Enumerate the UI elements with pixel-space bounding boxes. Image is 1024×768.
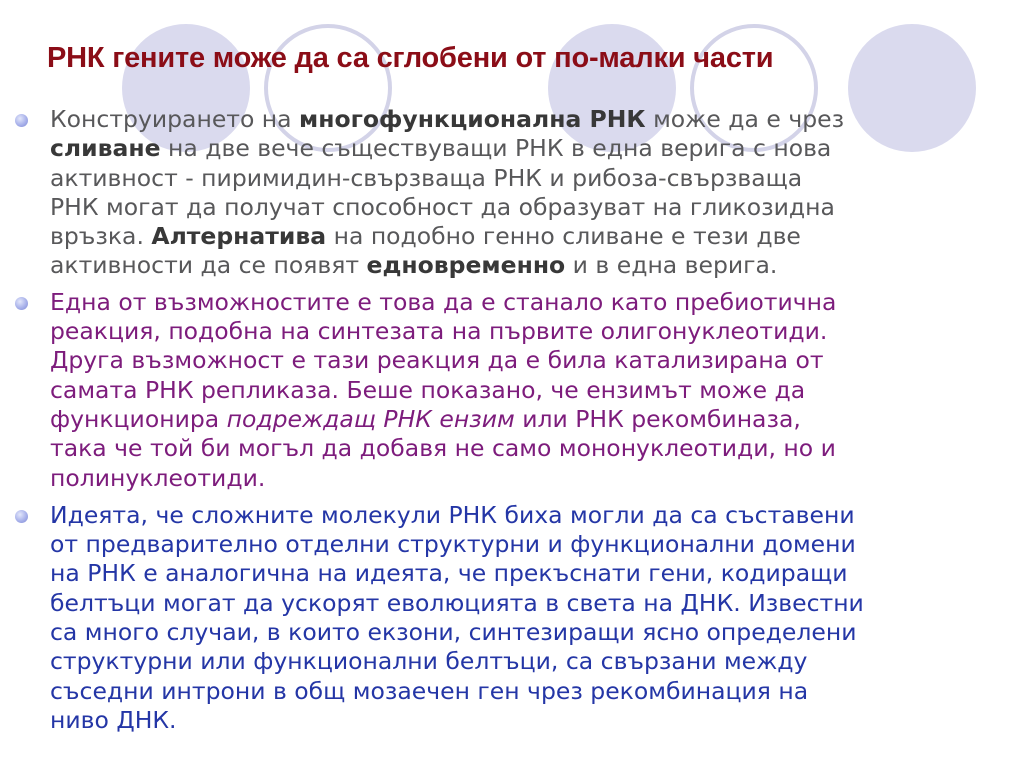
slide-content [0,105,1024,735]
text-run: Идеята, че сложните молекули РНК биха могли да са съставени [50,500,855,529]
text-run: ниво ДНК. [50,705,177,734]
text-run: РНК могат да получат способност да образуват на гликозидна [50,192,835,221]
bullet-dot-icon [15,114,28,127]
paragraph-text-2 [50,288,1024,493]
text-run: Една от възможностите е това да е станало като пребиотична [50,287,837,316]
paragraph-text-3 [50,501,1024,735]
bullet-dot-icon [15,510,28,523]
text-run: самата РНК репликаза. Беше показано, че ензимът може да [50,375,806,404]
bold-term: сливане [50,134,161,163]
text-run: са много случаи, в които екзони, синтезиращи ясно определени [50,618,857,647]
text-run: функционира [50,404,227,433]
italic-term: подреждащ РНК ензим [226,404,515,433]
bold-term: Алтернатива [151,222,327,251]
text-run: реакция, подобна на синтезата на първите олигонуклеотиди. [50,317,828,346]
bullet-dot-icon [15,297,28,310]
text-run: активности да се появят [50,251,367,280]
text-run: връзка. [50,222,152,251]
text-run: Конструирането на [50,105,300,133]
text-run: съседни интрони в общ мозаечен ген чрез рекомбинация на [50,676,809,705]
bullet-paragraph-1 [0,105,1024,281]
text-run: Друга възможност е тази реакция да е била катализирана от [50,346,824,375]
text-run: на две вече съществуващи РНК в една верига с нова [160,134,832,163]
text-run: белтъци могат да ускорят еволюцията в света на ДНК. Известни [50,588,864,617]
paragraph-text-1 [50,105,1024,281]
text-run: или РНК рекомбиназа, [514,404,801,433]
text-run: активност - пиримидин-свързваща РНК и рибоза-свързваща [50,163,803,192]
text-run: и в една верига. [565,251,778,280]
bullet-paragraph-3 [0,501,1024,735]
text-run: структурни или функционални белтъци, са свързани между [50,647,808,676]
text-run: на подобно генно сливане е тези две [326,222,801,251]
bullet-paragraph-2 [0,288,1024,493]
text-run: на РНК е аналогична на идеята, че прекъснати гени, кодиращи [50,559,848,588]
text-run: полинуклеотиди. [50,463,266,492]
bold-term: многофункционална РНК [299,105,646,133]
text-run: така че той би могъл да добавя не само мононуклеотиди, но и [50,434,836,463]
bold-term: едновременно [366,251,566,280]
slide-title: РНК гените може да са сглобени от по-малки части [47,42,774,74]
text-run: от предварително отделни структурни и функционални домени [50,530,856,559]
text-run: може да е чрез [645,105,845,133]
